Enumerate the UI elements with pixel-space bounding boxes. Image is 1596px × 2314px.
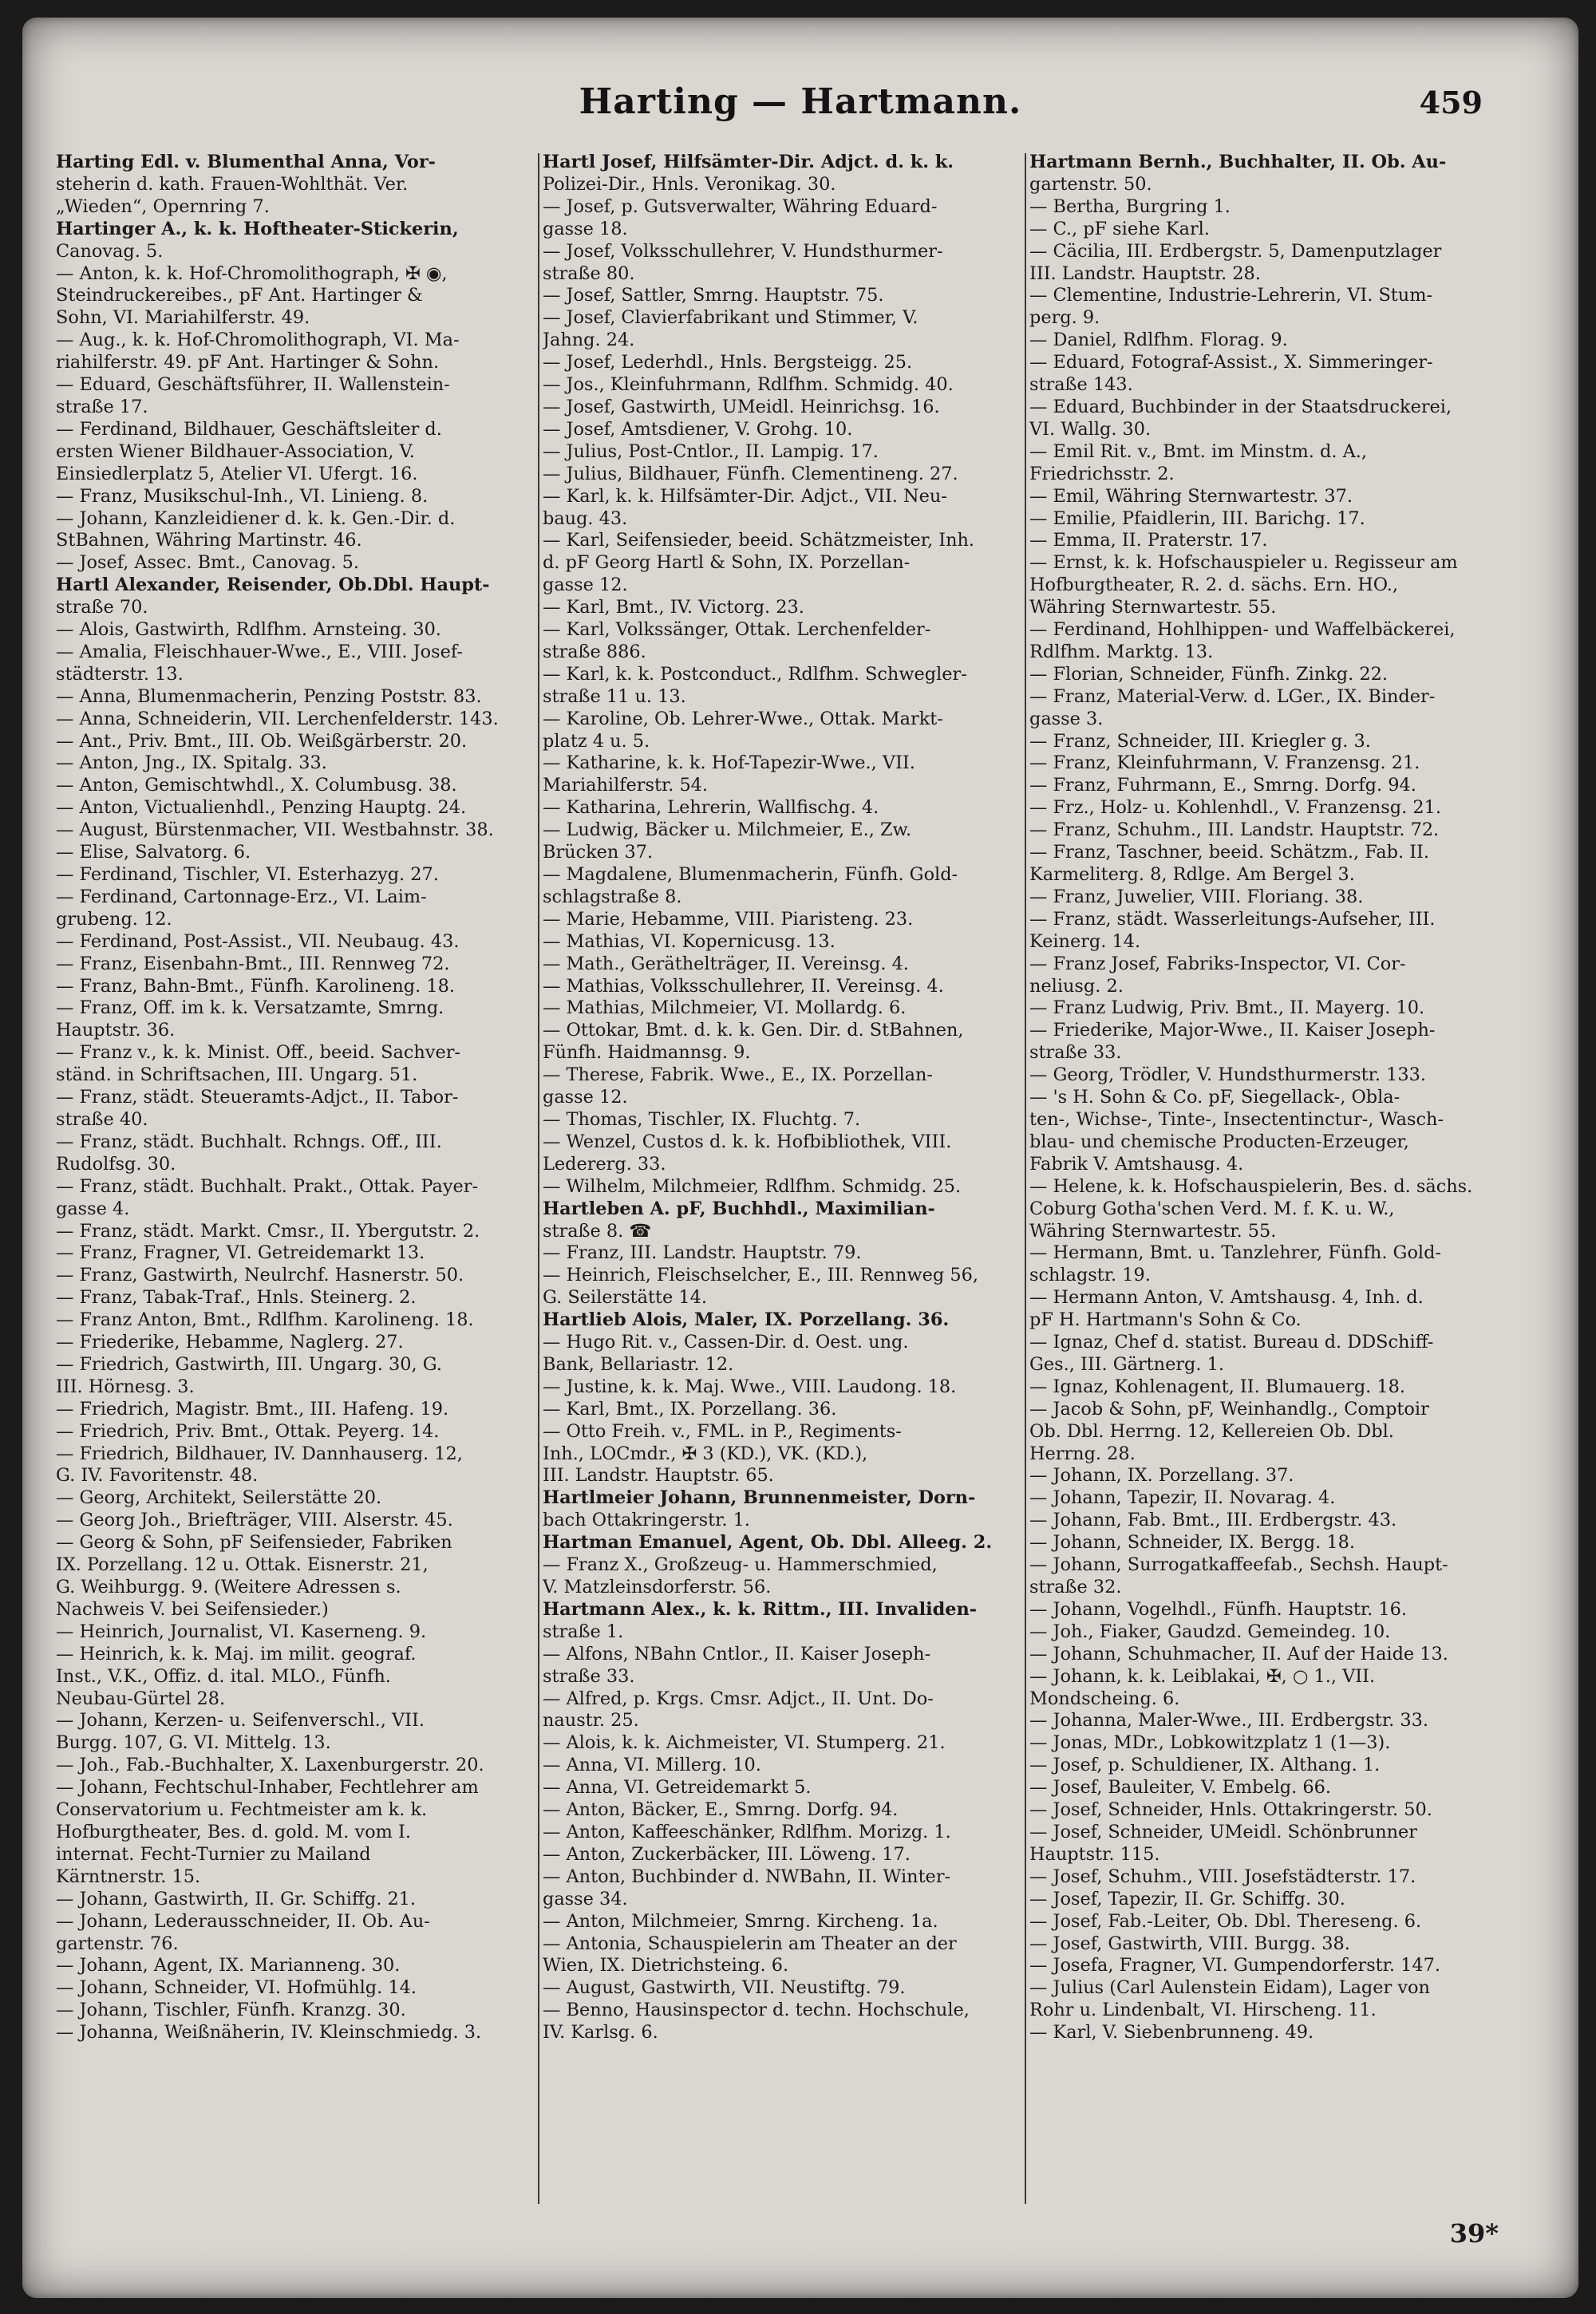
directory-entry: — Franz X., Großzeug- u. Hammerschmied, xyxy=(543,1554,938,1576)
directory-entry: Rohr u. Lindenbalt, VI. Hirscheng. 11. xyxy=(1029,2000,1377,2021)
directory-entry: — Josef, p. Gutsverwalter, Währing Eduard- xyxy=(543,195,938,217)
directory-entry: gartenstr. 76. xyxy=(56,1933,179,1954)
directory-entry: — Emma, II. Praterstr. 17. xyxy=(1029,530,1268,551)
directory-heading-entry: Hartmann Alex., k. k. Rittm., III. Invaliden- xyxy=(543,1598,978,1620)
directory-entry: — Franz Ludwig, Priv. Bmt., II. Mayerg. 10. xyxy=(1029,997,1425,1019)
column-middle xyxy=(543,152,1029,2044)
directory-entry: III. Landstr. Hauptstr. 28. xyxy=(1029,263,1261,284)
directory-entry: — Frz., Holz- u. Kohlenhdl., V. Franzensg. 21. xyxy=(1029,797,1441,819)
directory-entry: — Wilhelm, Milchmeier, Rdlfhm. Schmidg. 25. xyxy=(543,1175,962,1197)
directory-entry: — Josef, Gastwirth, UMeidl. Heinrichsg. 16. xyxy=(543,396,940,417)
directory-entry: — Heinrich, Fleischselcher, E., III. Rennweg 56, xyxy=(543,1265,978,1286)
directory-entry: straße 17. xyxy=(56,396,148,417)
directory-entry: — Therese, Fabrik. Wwe., E., IX. Porzellan- xyxy=(543,1064,933,1086)
directory-entry: naustr. 25. xyxy=(543,1710,639,1732)
directory-entry: — Friederike, Major-Wwe., II. Kaiser Joseph- xyxy=(1029,1020,1436,1041)
directory-entry: — Ignaz, Chef d. statist. Bureau d. DDSchiff- xyxy=(1029,1332,1434,1353)
directory-entry: — Marie, Hebamme, VIII. Piaristeng. 23. xyxy=(543,908,914,930)
directory-entry: straße 80. xyxy=(543,263,635,284)
directory-entry: — Ferdinand, Post-Assist., VII. Neubaug. 43. xyxy=(56,930,460,952)
directory-entry: — Johann, Schneider, IX. Bergg. 18. xyxy=(1029,1532,1355,1554)
directory-entry: — Johann, Agent, IX. Marianneng. 30. xyxy=(56,1955,401,1976)
directory-entry: — Anna, VI. Millerg. 10. xyxy=(543,1755,761,1776)
directory-entry: — Johann, Kerzen- u. Seifenverschl., VII. xyxy=(56,1710,425,1732)
directory-entry: — Helene, k. k. Hofschauspielerin, Bes. d. sächs. xyxy=(1029,1175,1473,1197)
directory-heading-entry: Harting Edl. v. Blumenthal Anna, Vor- xyxy=(56,152,436,172)
directory-entry: Nachweis V. bei Seifensieder.) xyxy=(56,1598,329,1620)
directory-entry: — Ferdinand, Bildhauer, Geschäftsleiter d. xyxy=(56,418,442,440)
directory-entry: — Franz Josef, Fabriks-Inspector, VI. Cor- xyxy=(1029,953,1406,974)
directory-entry: — Josef, Bauleiter, V. Embelg. 66. xyxy=(1029,1777,1331,1799)
directory-entry: — Anton, Victualienhdl., Penzing Hauptg. 24. xyxy=(56,797,467,819)
directory-heading-entry: Hartl Josef, Hilfsämter-Dir. Adjct. d. k. k. xyxy=(543,152,954,172)
directory-entry: — Johann, Vogelhdl., Fünfh. Hauptstr. 16. xyxy=(1029,1598,1407,1620)
directory-entry: pF H. Hartmann's Sohn & Co. xyxy=(1029,1309,1302,1331)
directory-entry: — Johann, Fab. Bmt., III. Erdbergstr. 43. xyxy=(1029,1510,1397,1531)
directory-entry: — Franz, Gastwirth, Neulrchf. Hasnerstr. 50. xyxy=(56,1265,464,1286)
directory-entry: — Anton, Gemischtwhdl., X. Columbusg. 38. xyxy=(56,775,457,796)
directory-entry: straße 8. ☎ xyxy=(543,1220,652,1242)
directory-entry: — Ferdinand, Cartonnage-Erz., VI. Laim- xyxy=(56,886,427,907)
directory-entry: — Franz, Tabak-Traf., Hnls. Steinerg. 2. xyxy=(56,1287,417,1309)
directory-entry: — Ernst, k. k. Hofschauspieler u. Regisseur am xyxy=(1029,552,1458,574)
directory-page xyxy=(22,18,1578,2298)
directory-entry: — Benno, Hausinspector d. techn. Hochschule, xyxy=(543,2000,970,2021)
directory-entry: — Johanna, Maler-Wwe., III. Erdbergstr. 33. xyxy=(1029,1710,1429,1732)
directory-entry: — Cäcilia, III. Erdbergstr. 5, Damenputzlager xyxy=(1029,240,1442,262)
directory-entry: — Alfons, NBahn Cntlor., II. Kaiser Joseph- xyxy=(543,1643,931,1664)
directory-entry: — Josefa, Fragner, VI. Gumpendorferstr. 147. xyxy=(1029,1955,1441,1976)
directory-entry: — Karl, Volkssänger, Ottak. Lerchenfelder- xyxy=(543,619,931,641)
directory-entry: Inh., LOCmdr., ✠ 3 (KD.), VK. (KD.), xyxy=(543,1443,868,1464)
directory-entry: Friedrichsstr. 2. xyxy=(1029,463,1175,484)
directory-entry: — Joh., Fab.-Buchhalter, X. Laxenburgerstr. 20. xyxy=(56,1755,484,1776)
directory-entry: — Ferdinand, Hohlhippen- und Waffelbäckerei, xyxy=(1029,619,1456,641)
directory-entry: Fünfh. Haidmannsg. 9. xyxy=(543,1042,751,1064)
directory-heading-entry: Hartman Emanuel, Agent, Ob. Dbl. Alleeg. 2. xyxy=(543,1532,993,1554)
directory-entry: — Florian, Schneider, Fünfh. Zinkg. 22. xyxy=(1029,663,1388,685)
directory-heading-entry: Hartinger A., k. k. Hoftheater-Stickerin, xyxy=(56,218,459,239)
directory-entry: Brücken 37. xyxy=(543,842,654,863)
directory-entry: — Johann, Fechtschul-Inhaber, Fechtlehrer am xyxy=(56,1777,479,1799)
directory-entry: — Friedrich, Gastwirth, III. Ungarg. 30, G. xyxy=(56,1353,442,1375)
directory-entry: — Franz, Musikschul-Inh., VI. Linieng. 8. xyxy=(56,485,429,507)
directory-entry: — Hermann Anton, V. Amtshausg. 4, Inh. d. xyxy=(1029,1287,1424,1309)
directory-entry: — Franz, Taschner, beeid. Schätzm., Fab. II. xyxy=(1029,842,1430,863)
directory-entry: — Franz, Schuhm., III. Landstr. Hauptstr. 72. xyxy=(1029,819,1440,841)
directory-entry: — Anton, Milchmeier, Smrng. Kircheng. 1a. xyxy=(543,1910,938,1932)
directory-entry: Burgg. 107, G. VI. Mittelg. 13. xyxy=(56,1732,331,1754)
directory-entry: — 's H. Sohn & Co. pF, Siegellack-, Obla- xyxy=(1029,1087,1400,1108)
directory-entry: — Johann, Tapezir, II. Novarag. 4. xyxy=(1029,1487,1336,1509)
column-left xyxy=(56,152,543,2044)
directory-entry: Coburg Gotha'schen Verd. M. f. K. u. W., xyxy=(1029,1198,1395,1219)
directory-entry: Mondscheing. 6. xyxy=(1029,1688,1180,1709)
directory-entry: — Josef, p. Schuldiener, IX. Althang. 1. xyxy=(1029,1755,1381,1776)
directory-entry: — Amalia, Fleischhauer-Wwe., E., VIII. Josef- xyxy=(56,641,463,662)
directory-entry: III. Landstr. Hauptstr. 65. xyxy=(543,1465,774,1487)
directory-entry: Rdlfhm. Marktg. 13. xyxy=(1029,641,1214,662)
directory-entry: — Anna, Blumenmacherin, Penzing Poststr. 83. xyxy=(56,685,482,707)
directory-entry: — Friederike, Hebamme, Naglerg. 27. xyxy=(56,1332,404,1353)
directory-entry: — Antonia, Schauspielerin am Theater an der xyxy=(543,1933,957,1954)
directory-entry: — Ottokar, Bmt. d. k. k. Gen. Dir. d. StBahnen, xyxy=(543,1020,964,1041)
directory-entry: — Jonas, MDr., Lobkowitzplatz 1 (1—3). xyxy=(1029,1732,1391,1754)
directory-entry: — Katharine, k. k. Hof-Tapezir-Wwe., VII. xyxy=(543,752,915,774)
directory-entry: V. Matzleinsdorferstr. 56. xyxy=(543,1577,772,1597)
directory-entry: baug. 43. xyxy=(543,507,628,529)
directory-entry: Polizei-Dir., Hnls. Veronikag. 30. xyxy=(543,173,836,195)
directory-entry: — Johann, Gastwirth, II. Gr. Schiffg. 21. xyxy=(56,1888,417,1909)
directory-entry: Rudolfsg. 30. xyxy=(56,1153,176,1175)
directory-entry: gasse 4. xyxy=(56,1198,130,1219)
directory-entry: — Josef, Assec. Bmt., Canovag. 5. xyxy=(56,552,359,574)
directory-entry: — Jacob & Sohn, pF, Weinhandlg., Comptoir xyxy=(1029,1398,1429,1420)
directory-entry: — Emil Rit. v., Bmt. im Minstm. d. A., xyxy=(1029,440,1367,462)
directory-entry: — Mathias, Volksschullehrer, II. Vereinsg. 4. xyxy=(543,975,944,997)
directory-entry: straße 33. xyxy=(1029,1042,1122,1064)
directory-entry: straße 33. xyxy=(543,1665,635,1687)
directory-entry: — Anton, Jng., IX. Spitalg. 33. xyxy=(56,752,327,774)
directory-entry: — Thomas, Tischler, IX. Fluchtg. 7. xyxy=(543,1108,861,1130)
directory-entry: straße 40. xyxy=(56,1108,148,1130)
directory-entry: — Johann, Tischler, Fünfh. Kranzg. 30. xyxy=(56,2000,406,2021)
directory-entry: Währing Sternwartestr. 55. xyxy=(1029,1220,1277,1242)
directory-entry: ständ. in Schriftsachen, III. Ungarg. 51. xyxy=(56,1064,418,1086)
directory-entry: — Eduard, Fotograf-Assist., X. Simmeringer- xyxy=(1029,352,1433,373)
directory-heading-entry: Hartlieb Alois, Maler, IX. Porzellang. 36. xyxy=(543,1309,950,1331)
column-right xyxy=(1029,152,1516,2044)
directory-entry: — Josef, Gastwirth, VIII. Burgg. 38. xyxy=(1029,1933,1350,1954)
directory-entry: — Hermann, Bmt. u. Tanzlehrer, Fünfh. Gold- xyxy=(1029,1242,1441,1264)
directory-entry: Bank, Bellariastr. 12. xyxy=(543,1353,734,1375)
directory-entry: IV. Karlsg. 6. xyxy=(543,2022,658,2044)
directory-entry: riahilferstr. 49. pF Ant. Hartinger & Sohn. xyxy=(56,352,440,373)
directory-entry: d. pF Georg Hartl & Sohn, IX. Porzellan- xyxy=(543,552,911,574)
directory-entry: bach Ottakringerstr. 1. xyxy=(543,1510,750,1531)
directory-entry: — Anton, Kaffeeschänker, Rdlfhm. Morizg. 1. xyxy=(543,1821,951,1842)
directory-entry: — Friedrich, Priv. Bmt., Ottak. Peyerg. 14. xyxy=(56,1420,440,1442)
directory-entry: — Anton, Buchbinder d. NWBahn, II. Winter- xyxy=(543,1866,951,1887)
directory-entry: — Josef, Sattler, Smrng. Hauptstr. 75. xyxy=(543,285,884,306)
directory-entry: — Joh., Fiaker, Gaudzd. Gemeindeg. 10. xyxy=(1029,1621,1391,1642)
directory-entry: — Georg, Architekt, Seilerstätte 20. xyxy=(56,1487,382,1509)
directory-entry: — Friedrich, Magistr. Bmt., III. Hafeng. 19. xyxy=(56,1398,449,1420)
directory-entry: straße 1. xyxy=(543,1621,624,1642)
directory-entry: Herrng. 28. xyxy=(1029,1443,1136,1464)
directory-entry: Fabrik V. Amtshausg. 4. xyxy=(1029,1153,1244,1175)
column-divider xyxy=(538,153,539,2204)
directory-entry: — Johann, IX. Porzellang. 37. xyxy=(1029,1465,1294,1487)
directory-entry: VI. Wallg. 30. xyxy=(1029,418,1152,440)
column-divider xyxy=(1025,153,1026,2204)
directory-entry: schlagstraße 8. xyxy=(543,886,682,907)
directory-entry: straße 143. xyxy=(1029,374,1133,396)
directory-entry: — Johann, Schneider, VI. Hofmühlg. 14. xyxy=(56,1977,417,1999)
directory-entry: III. Hörnesg. 3. xyxy=(56,1376,195,1397)
directory-entry: Sohn, VI. Mariahilferstr. 49. xyxy=(56,307,310,329)
directory-entry: perg. 9. xyxy=(1029,307,1100,329)
directory-entry: — Elise, Salvatorg. 6. xyxy=(56,842,251,863)
directory-entry: — Josef, Schuhm., VIII. Josefstädterstr. 17. xyxy=(1029,1866,1416,1887)
directory-entry: — Josef, Tapezir, II. Gr. Schiffg. 30. xyxy=(1029,1888,1345,1909)
directory-entry: — Johann, k. k. Leiblakai, ✠, ○ 1., VII. xyxy=(1029,1665,1376,1687)
directory-entry: — Franz v., k. k. Minist. Off., beeid. Sachver- xyxy=(56,1042,460,1064)
directory-entry: — Franz, Eisenbahn-Bmt., III. Rennweg 72. xyxy=(56,953,450,974)
directory-entry: — Friedrich, Bildhauer, IV. Dannhauserg. 12, xyxy=(56,1443,463,1464)
directory-entry: Währing Sternwartestr. 55. xyxy=(1029,597,1277,618)
directory-entry: — Aug., k. k. Hof-Chromolithograph, VI. Ma- xyxy=(56,330,460,351)
directory-entry: — Franz, Schneider, III. Kriegler g. 3. xyxy=(1029,730,1371,752)
directory-entry: — Magdalene, Blumenmacherin, Fünfh. Gold- xyxy=(543,864,958,885)
directory-entry: ersten Wiener Bildhauer-Association, V. xyxy=(56,440,415,462)
directory-entry: — Franz, städt. Buchhalt. Rchngs. Off., III. xyxy=(56,1131,442,1152)
directory-entry: Ges., III. Gärtnerg. 1. xyxy=(1029,1353,1224,1375)
directory-heading-entry: Hartleben A. pF, Buchhdl., Maximilian- xyxy=(543,1198,935,1219)
directory-entry: — Alois, Gastwirth, Rdlfhm. Arnsteing. 30. xyxy=(56,619,441,641)
directory-entry: ten-, Wichse-, Tinte-, Insectentinctur-, Wasch- xyxy=(1029,1108,1444,1130)
directory-entry: — Ant., Priv. Bmt., III. Ob. Weißgärberstr. 20. xyxy=(56,730,468,752)
directory-heading-entry: Hartl Alexander, Reisender, Ob.Dbl. Haupt- xyxy=(56,575,490,596)
directory-entry: — Clementine, Industrie-Lehrerin, VI. Stum- xyxy=(1029,285,1433,306)
directory-entry: neliusg. 2. xyxy=(1029,975,1124,997)
directory-entry: Jahng. 24. xyxy=(543,330,635,351)
directory-entry: gartenstr. 50. xyxy=(1029,173,1152,195)
directory-entry: — Ignaz, Kohlenagent, II. Blumauerg. 18. xyxy=(1029,1376,1406,1397)
directory-entry: — Karl, k. k. Postconduct., Rdlfhm. Schwegler- xyxy=(543,663,967,685)
directory-entry: — Franz, Bahn-Bmt., Fünfh. Karolineng. 18. xyxy=(56,975,455,997)
directory-entry: — Josef, Amtsdiener, V. Grohg. 10. xyxy=(543,418,853,440)
directory-entry: — Eduard, Geschäftsführer, II. Wallenstein- xyxy=(56,374,450,396)
directory-entry: — Josef, Schneider, UMeidl. Schönbrunner xyxy=(1029,1821,1418,1842)
directory-entry: straße 11 u. 13. xyxy=(543,685,686,707)
directory-entry: — Alfred, p. Krgs. Cmsr. Adjct., II. Unt. Do- xyxy=(543,1688,934,1709)
directory-entry: Karmeliterg. 8, Rdlge. Am Bergel 3. xyxy=(1029,864,1355,885)
directory-entry: — Josef, Volksschullehrer, V. Hundsthurmer- xyxy=(543,240,943,262)
directory-entry: — Karl, Seifensieder, beeid. Schätzmeister, Inh. xyxy=(543,530,975,551)
directory-entry: — Heinrich, Journalist, VI. Kaserneng. 9. xyxy=(56,1621,427,1642)
directory-entry: — Franz, Fragner, VI. Getreidemarkt 13. xyxy=(56,1242,425,1264)
directory-entry: — Ludwig, Bäcker u. Milchmeier, E., Zw. xyxy=(543,819,912,841)
directory-entry: — Anna, VI. Getreidemarkt 5. xyxy=(543,1777,812,1799)
directory-entry: platz 4 u. 5. xyxy=(543,730,650,752)
directory-entry: — Heinrich, k. k. Maj. im milit. geograf. xyxy=(56,1643,417,1664)
directory-entry: — Josef, Schneider, Hnls. Ottakringerstr. 50. xyxy=(1029,1799,1432,1821)
directory-entry: — Anton, Bäcker, E., Smrng. Dorfg. 94. xyxy=(543,1799,899,1821)
directory-entry: — Julius (Carl Aulenstein Eidam), Lager von xyxy=(1029,1977,1430,1999)
directory-entry: gasse 18. xyxy=(543,218,628,239)
directory-entry: gasse 12. xyxy=(543,575,628,596)
directory-entry: — August, Bürstenmacher, VII. Westbahnstr. 38. xyxy=(56,819,494,841)
directory-entry: — Franz, städt. Buchhalt. Prakt., Ottak. Payer- xyxy=(56,1175,479,1197)
directory-entry: Hauptstr. 115. xyxy=(1029,1843,1160,1865)
directory-entry: — Franz, städt. Markt. Cmsr., II. Ybergutstr. 2. xyxy=(56,1220,480,1242)
directory-entry: — Alois, k. k. Aichmeister, VI. Stumperg. 21. xyxy=(543,1732,946,1754)
directory-entry: — Jos., Kleinfuhrmann, Rdlfhm. Schmidg. 40. xyxy=(543,374,954,396)
directory-entry: Keinerg. 14. xyxy=(1029,930,1141,952)
directory-entry: — Josef, Lederhdl., Hnls. Bergsteigg. 25. xyxy=(543,352,913,373)
directory-entry: G. IV. Favoritenstr. 48. xyxy=(56,1465,259,1487)
directory-entry: — Karl, Bmt., IX. Porzellang. 36. xyxy=(543,1398,837,1420)
directory-entry: straße 32. xyxy=(1029,1577,1122,1597)
directory-entry: blau- und chemische Producten-Erzeuger, xyxy=(1029,1131,1409,1152)
directory-entry: — Karl, V. Siebenbrunneng. 49. xyxy=(1029,2022,1314,2044)
directory-heading-entry: Hartmann Bernh., Buchhalter, II. Ob. Au- xyxy=(1029,152,1447,172)
directory-entry: — Mathias, VI. Kopernicusg. 13. xyxy=(543,930,836,952)
directory-entry: Wien, IX. Dietrichsteing. 6. xyxy=(543,1955,789,1976)
directory-entry: — Franz, III. Landstr. Hauptstr. 79. xyxy=(543,1242,862,1264)
directory-entry: — Eduard, Buchbinder in der Staatsdruckerei, xyxy=(1029,396,1452,417)
directory-entry: Hofburgtheater, R. 2. d. sächs. Ern. HO., xyxy=(1029,575,1399,596)
directory-entry: schlagstr. 19. xyxy=(1029,1265,1151,1286)
directory-entry: — Wenzel, Custos d. k. k. Hofbibliothek, VIII. xyxy=(543,1131,952,1152)
directory-entry: — Daniel, Rdlfhm. Florag. 9. xyxy=(1029,330,1288,351)
directory-entry: — Josef, Clavierfabrikant und Stimmer, V. xyxy=(543,307,918,329)
directory-entry: Neubau-Gürtel 28. xyxy=(56,1688,226,1709)
directory-entry: — August, Gastwirth, VII. Neustiftg. 79. xyxy=(543,1977,906,1999)
directory-entry: — Johanna, Weißnäherin, IV. Kleinschmiedg. 3. xyxy=(56,2022,482,2044)
directory-entry: IX. Porzellang. 12 u. Ottak. Eisnerstr. 21, xyxy=(56,1554,429,1576)
directory-entry: — Franz, städt. Steueramts-Adjct., II. Tabor- xyxy=(56,1087,459,1108)
directory-entry: — Franz, städt. Wasserleitungs-Aufseher, III. xyxy=(1029,908,1436,930)
directory-entry: — Georg & Sohn, pF Seifensieder, Fabriken xyxy=(56,1532,452,1554)
directory-entry: Einsiedlerplatz 5, Atelier VI. Ufergt. 16. xyxy=(56,463,418,484)
directory-entry: — Georg, Trödler, V. Hundsthurmerstr. 133. xyxy=(1029,1064,1426,1086)
directory-entry: — Karl, k. k. Hilfsämter-Dir. Adjct., VII. Neu- xyxy=(543,485,947,507)
directory-entry: — Franz, Off. im k. k. Versatzamte, Smrng. xyxy=(56,997,444,1019)
directory-entry: — Franz, Fuhrmann, E., Smrng. Dorfg. 94. xyxy=(1029,775,1416,796)
directory-entry: — Justine, k. k. Maj. Wwe., VIII. Laudong. 18. xyxy=(543,1376,957,1397)
directory-entry: — Ferdinand, Tischler, VI. Esterhazyg. 27. xyxy=(56,864,439,885)
directory-entry: — Emil, Währing Sternwartestr. 37. xyxy=(1029,485,1353,507)
directory-entry: — Anna, Schneiderin, VII. Lerchenfelderstr. 143. xyxy=(56,708,499,729)
directory-entry: — Bertha, Burgring 1. xyxy=(1029,195,1231,217)
directory-entry: — Franz, Juwelier, VIII. Floriang. 38. xyxy=(1029,886,1364,907)
directory-entry: Steindruckereibes., pF Ant. Hartinger & xyxy=(56,285,423,306)
directory-entry: — Johann, Kanzleidiener d. k. k. Gen.-Dir. d. xyxy=(56,507,456,529)
directory-entry: gasse 34. xyxy=(543,1888,628,1909)
directory-entry: Ledererg. 33. xyxy=(543,1153,666,1175)
directory-entry: Hauptstr. 36. xyxy=(56,1020,176,1041)
directory-entry: — Math., Geräthelträger, II. Vereinsg. 4. xyxy=(543,953,909,974)
directory-entry: — Julius, Post-Cntlor., II. Lampig. 17. xyxy=(543,440,879,462)
directory-entry: grubeng. 12. xyxy=(56,908,172,930)
directory-entry: Mariahilferstr. 54. xyxy=(543,775,709,796)
directory-entry: — Otto Freih. v., FML. in P., Regiments- xyxy=(543,1420,902,1442)
directory-entry: Conservatorium u. Fechtmeister am k. k. xyxy=(56,1799,428,1821)
directory-entry: — Katharina, Lehrerin, Wallfischg. 4. xyxy=(543,797,879,819)
directory-entry: — Josef, Fab.-Leiter, Ob. Dbl. Thereseng. 6. xyxy=(1029,1910,1422,1932)
directory-entry: steherin d. kath. Frauen-Wohlthät. Ver. xyxy=(56,173,409,195)
directory-entry: — Mathias, Milchmeier, VI. Mollardg. 6. xyxy=(543,997,907,1019)
directory-entry: — Julius, Bildhauer, Fünfh. Clementineng. 27. xyxy=(543,463,958,484)
directory-entry: — Hugo Rit. v., Cassen-Dir. d. Oest. ung. xyxy=(543,1332,909,1353)
directory-entry: — Emilie, Pfaidlerin, III. Barichg. 17. xyxy=(1029,507,1365,529)
running-head: Harting — Hartmann. xyxy=(579,81,1022,122)
directory-entry: StBahnen, Währing Martinstr. 46. xyxy=(56,530,362,551)
directory-entry: — Karoline, Ob. Lehrer-Wwe., Ottak. Markt- xyxy=(543,708,943,729)
directory-entry: — Franz Anton, Bmt., Rdlfhm. Karolineng. 18. xyxy=(56,1309,474,1331)
directory-entry: — Anton, k. k. Hof-Chromolithograph, ✠ ◉, xyxy=(56,263,448,284)
directory-entry: gasse 12. xyxy=(543,1087,628,1108)
directory-heading-entry: Hartlmeier Johann, Brunnenmeister, Dorn- xyxy=(543,1487,976,1509)
directory-entry: — Franz, Kleinfuhrmann, V. Franzensg. 21. xyxy=(1029,752,1420,774)
directory-entry: G. Weihburgg. 9. (Weitere Adressen s. xyxy=(56,1577,401,1597)
directory-entry: — Georg Joh., Briefträger, VIII. Alserstr. 45. xyxy=(56,1510,453,1531)
directory-entry: gasse 3. xyxy=(1029,708,1104,729)
directory-entry: städterstr. 13. xyxy=(56,663,184,685)
page-number: 459 xyxy=(1419,85,1483,120)
directory-entry: straße 70. xyxy=(56,597,148,618)
directory-entry: — Johann, Schuhmacher, II. Auf der Haide 13. xyxy=(1029,1643,1448,1664)
directory-entry: Canovag. 5. xyxy=(56,240,164,262)
sheet-signature: 39* xyxy=(1449,2218,1499,2249)
directory-entry: Hofburgtheater, Bes. d. gold. M. vom I. xyxy=(56,1821,411,1842)
directory-entry: — Johann, Lederausschneider, II. Ob. Au- xyxy=(56,1910,430,1932)
directory-entry: — Karl, Bmt., IV. Victorg. 23. xyxy=(543,597,804,618)
directory-entry: straße 886. xyxy=(543,641,646,662)
directory-entry: Kärntnerstr. 15. xyxy=(56,1866,201,1887)
directory-entry: — Anton, Zuckerbäcker, III. Löweng. 17. xyxy=(543,1843,911,1865)
directory-entry: — C., pF siehe Karl. xyxy=(1029,218,1210,239)
directory-entry: — Johann, Surrogatkaffeefab., Sechsh. Haupt- xyxy=(1029,1554,1448,1576)
directory-entry: Ob. Dbl. Herrng. 12, Kellereien Ob. Dbl. xyxy=(1029,1420,1394,1442)
directory-entry: Inst., V.K., Offiz. d. ital. MLO., Fünfh. xyxy=(56,1665,391,1687)
directory-entry: G. Seilerstätte 14. xyxy=(543,1287,707,1309)
directory-entry: internat. Fecht-Turnier zu Mailand xyxy=(56,1843,371,1865)
directory-entry: „Wieden“, Opernring 7. xyxy=(56,195,270,217)
directory-entry: — Franz, Material-Verw. d. LGer., IX. Binder- xyxy=(1029,685,1436,707)
